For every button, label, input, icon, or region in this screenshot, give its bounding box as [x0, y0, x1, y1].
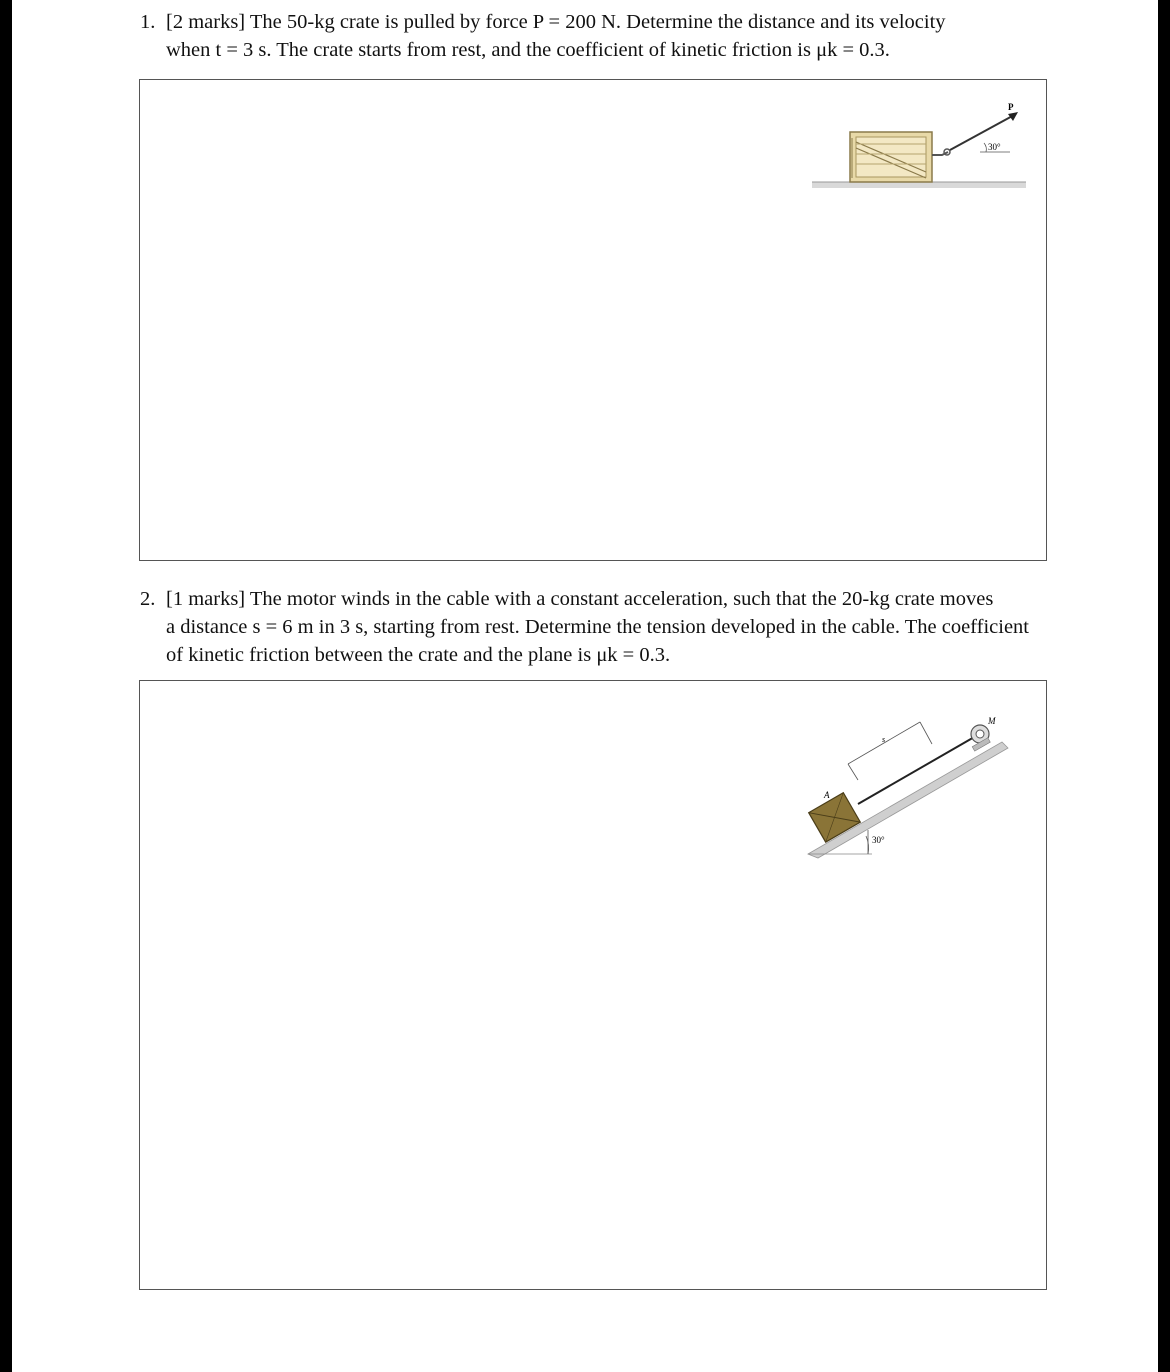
- crate-label: A: [824, 790, 830, 800]
- force-label: P: [1008, 102, 1014, 112]
- motor-label: M: [988, 716, 996, 726]
- question-text-line: [1 marks] The motor winds in the cable with a constant acceleration, such that the 20-kg crate moves: [166, 588, 994, 610]
- crate-pulled-figure: [810, 100, 1030, 196]
- question-2: [140, 585, 1050, 669]
- worksheet-page: [12, 0, 1158, 1372]
- angle-label: 30°: [872, 835, 885, 845]
- question-text-line: a distance s = 6 m in 3 s, starting from rest. Determine the tension developed in the cable. The coefficient: [166, 616, 1030, 638]
- motor-icon: [971, 725, 990, 751]
- question-number: 1.: [140, 11, 156, 33]
- ground: [812, 182, 1026, 188]
- question-text-line: [2 marks] The 50-kg crate is pulled by force P = 200 N. Determine the distance and its velocity: [166, 11, 946, 33]
- force-arrow: [950, 114, 1016, 150]
- question-1: [140, 8, 1050, 64]
- question-text-line: of kinetic friction between the crate and the plane is μk = 0.3.: [166, 644, 671, 666]
- incline-crate-figure: [802, 712, 1022, 862]
- crate-icon: [850, 132, 932, 182]
- question-text-line: when t = 3 s. The crate starts from rest, and the coefficient of kinetic friction is μk = 0.3.: [166, 39, 890, 61]
- angle-label: 30°: [988, 142, 1001, 152]
- distance-label: s: [882, 735, 886, 744]
- question-number: 2.: [140, 588, 156, 610]
